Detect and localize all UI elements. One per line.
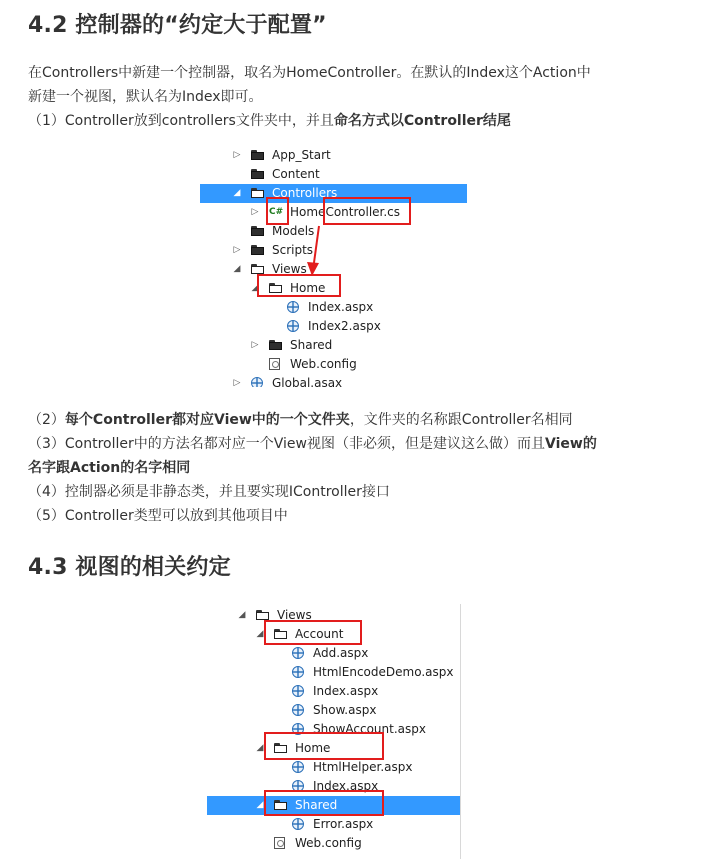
web-file-icon (292, 647, 304, 659)
point-1 (28, 109, 511, 133)
point-2-suffix: ，文件夹的名称跟Controller名相同 (349, 412, 573, 428)
config-file-icon (274, 837, 285, 849)
tree-item-error-aspx[interactable] (207, 815, 460, 834)
point-3-line-2 (28, 456, 190, 480)
intro-line-1: 在Controllers中新建一个控制器，取名为HomeController。在默认的Index这个Action中 (28, 65, 591, 81)
tree-item-show-aspx[interactable] (207, 701, 460, 720)
tree-item-label: Views (277, 608, 312, 622)
tree-item-label: Home (295, 741, 331, 755)
expand-arrow-icon[interactable]: ◢ (256, 743, 264, 753)
expand-arrow-icon[interactable]: ▷ (233, 150, 241, 160)
csharp-file-icon: C# (269, 207, 284, 217)
annotation-box-home-folder (264, 732, 384, 760)
tree-item-label: Web.config (295, 836, 362, 850)
tree-item-label: Account (295, 627, 344, 641)
section-heading-4-2: 4.2 控制器的“约定大于配置” (28, 13, 327, 38)
point-5: （5）Controller类型可以放到其他项目中 (28, 508, 288, 524)
tree-item-label: Web.config (290, 357, 357, 371)
annotation-box-shared-folder (264, 790, 384, 816)
tree-item-label: Index.aspx (308, 300, 374, 314)
expand-arrow-icon[interactable]: ◢ (256, 800, 264, 810)
tree-item-label: Global.asax (272, 376, 343, 387)
point-1-text: （1）Controller放到controllers文件夹中，并且 (28, 113, 334, 129)
tree-item-htmlencodedemo-aspx[interactable] (207, 663, 460, 682)
annotation-arrow-head (307, 262, 319, 276)
tree-item-htmlhelper-aspx[interactable] (207, 758, 460, 777)
expand-arrow-icon[interactable]: ▷ (233, 245, 241, 255)
tree-item-label: Shared (295, 798, 338, 812)
intro-line-2: 新建一个视图，默认名为Index即可。 (28, 89, 263, 105)
tree-item-label: Scripts (272, 243, 314, 257)
expand-arrow-icon[interactable]: ◢ (233, 188, 241, 198)
web-file-icon (292, 666, 304, 678)
section-heading-4-3: 4.3 视图的相关约定 (28, 555, 231, 580)
tree-item-label: Error.aspx (313, 817, 374, 831)
tree-item-label: Add.aspx (313, 646, 369, 660)
tree-item-label: HtmlHelper.aspx (313, 760, 413, 774)
tree-item-label: Content (272, 167, 320, 181)
tree-item-index-aspx[interactable] (207, 682, 460, 701)
solution-explorer-screenshot-2 (207, 604, 461, 859)
tree-item-label: App_Start (272, 150, 331, 162)
tree-item-label: HtmlEncodeDemo.aspx (313, 665, 454, 679)
tree-item-label: ShowAccount.aspx (313, 722, 426, 736)
tree-item-label: Index.aspx (313, 684, 379, 698)
point-2-bold: 每个Controller都对应View中的一个文件夹 (64, 412, 350, 428)
tree-item-label: Views (272, 262, 307, 276)
web-file-icon (292, 818, 304, 830)
expand-arrow-icon[interactable]: ◢ (251, 283, 259, 293)
point-3-bold-a: View的 (545, 436, 597, 452)
point-3-bold-b: 名字跟Action的名字相同 (28, 460, 191, 476)
expand-arrow-icon[interactable]: ◢ (238, 610, 246, 620)
web-file-icon (292, 761, 304, 773)
tree-item-label: Shared (290, 338, 333, 352)
tree-item-label: Home (290, 281, 326, 295)
expand-arrow-icon[interactable]: ▷ (233, 378, 241, 387)
solution-explorer-screenshot-1 (200, 150, 467, 387)
tree-item-add-aspx[interactable] (207, 644, 460, 663)
point-1-bold: 命名方式以Controller结尾 (333, 113, 511, 129)
expand-arrow-icon[interactable]: ◢ (233, 264, 241, 274)
annotation-box-account-folder (264, 620, 362, 645)
point-3-line-1 (28, 432, 597, 456)
point-3-text: （3）Controller中的方法名都对应一个View视图（非必须，但是建议这么做）而且 (28, 436, 545, 452)
web-file-icon (292, 704, 304, 716)
tree-item-web-config[interactable] (207, 834, 460, 853)
tree-item-label: Controllers (272, 186, 338, 200)
tree-item-label: Index.aspx (313, 779, 379, 793)
point-2 (28, 408, 573, 432)
tree-item-label: Show.aspx (313, 703, 377, 717)
tree-item-label: Index2.aspx (308, 319, 381, 333)
annotation-arrow (200, 150, 467, 387)
tree-item-label: HomeController.cs (290, 205, 401, 219)
expand-arrow-icon[interactable]: ▷ (251, 207, 259, 217)
point-4: （4）控制器必须是非静态类，并且要实现IController接口 (28, 484, 390, 500)
tree-item-label: Models (272, 224, 315, 238)
expand-arrow-icon[interactable]: ▷ (251, 340, 259, 350)
web-file-icon (292, 685, 304, 697)
point-2-prefix: （2） (28, 412, 65, 428)
expand-arrow-icon[interactable]: ◢ (256, 629, 264, 639)
